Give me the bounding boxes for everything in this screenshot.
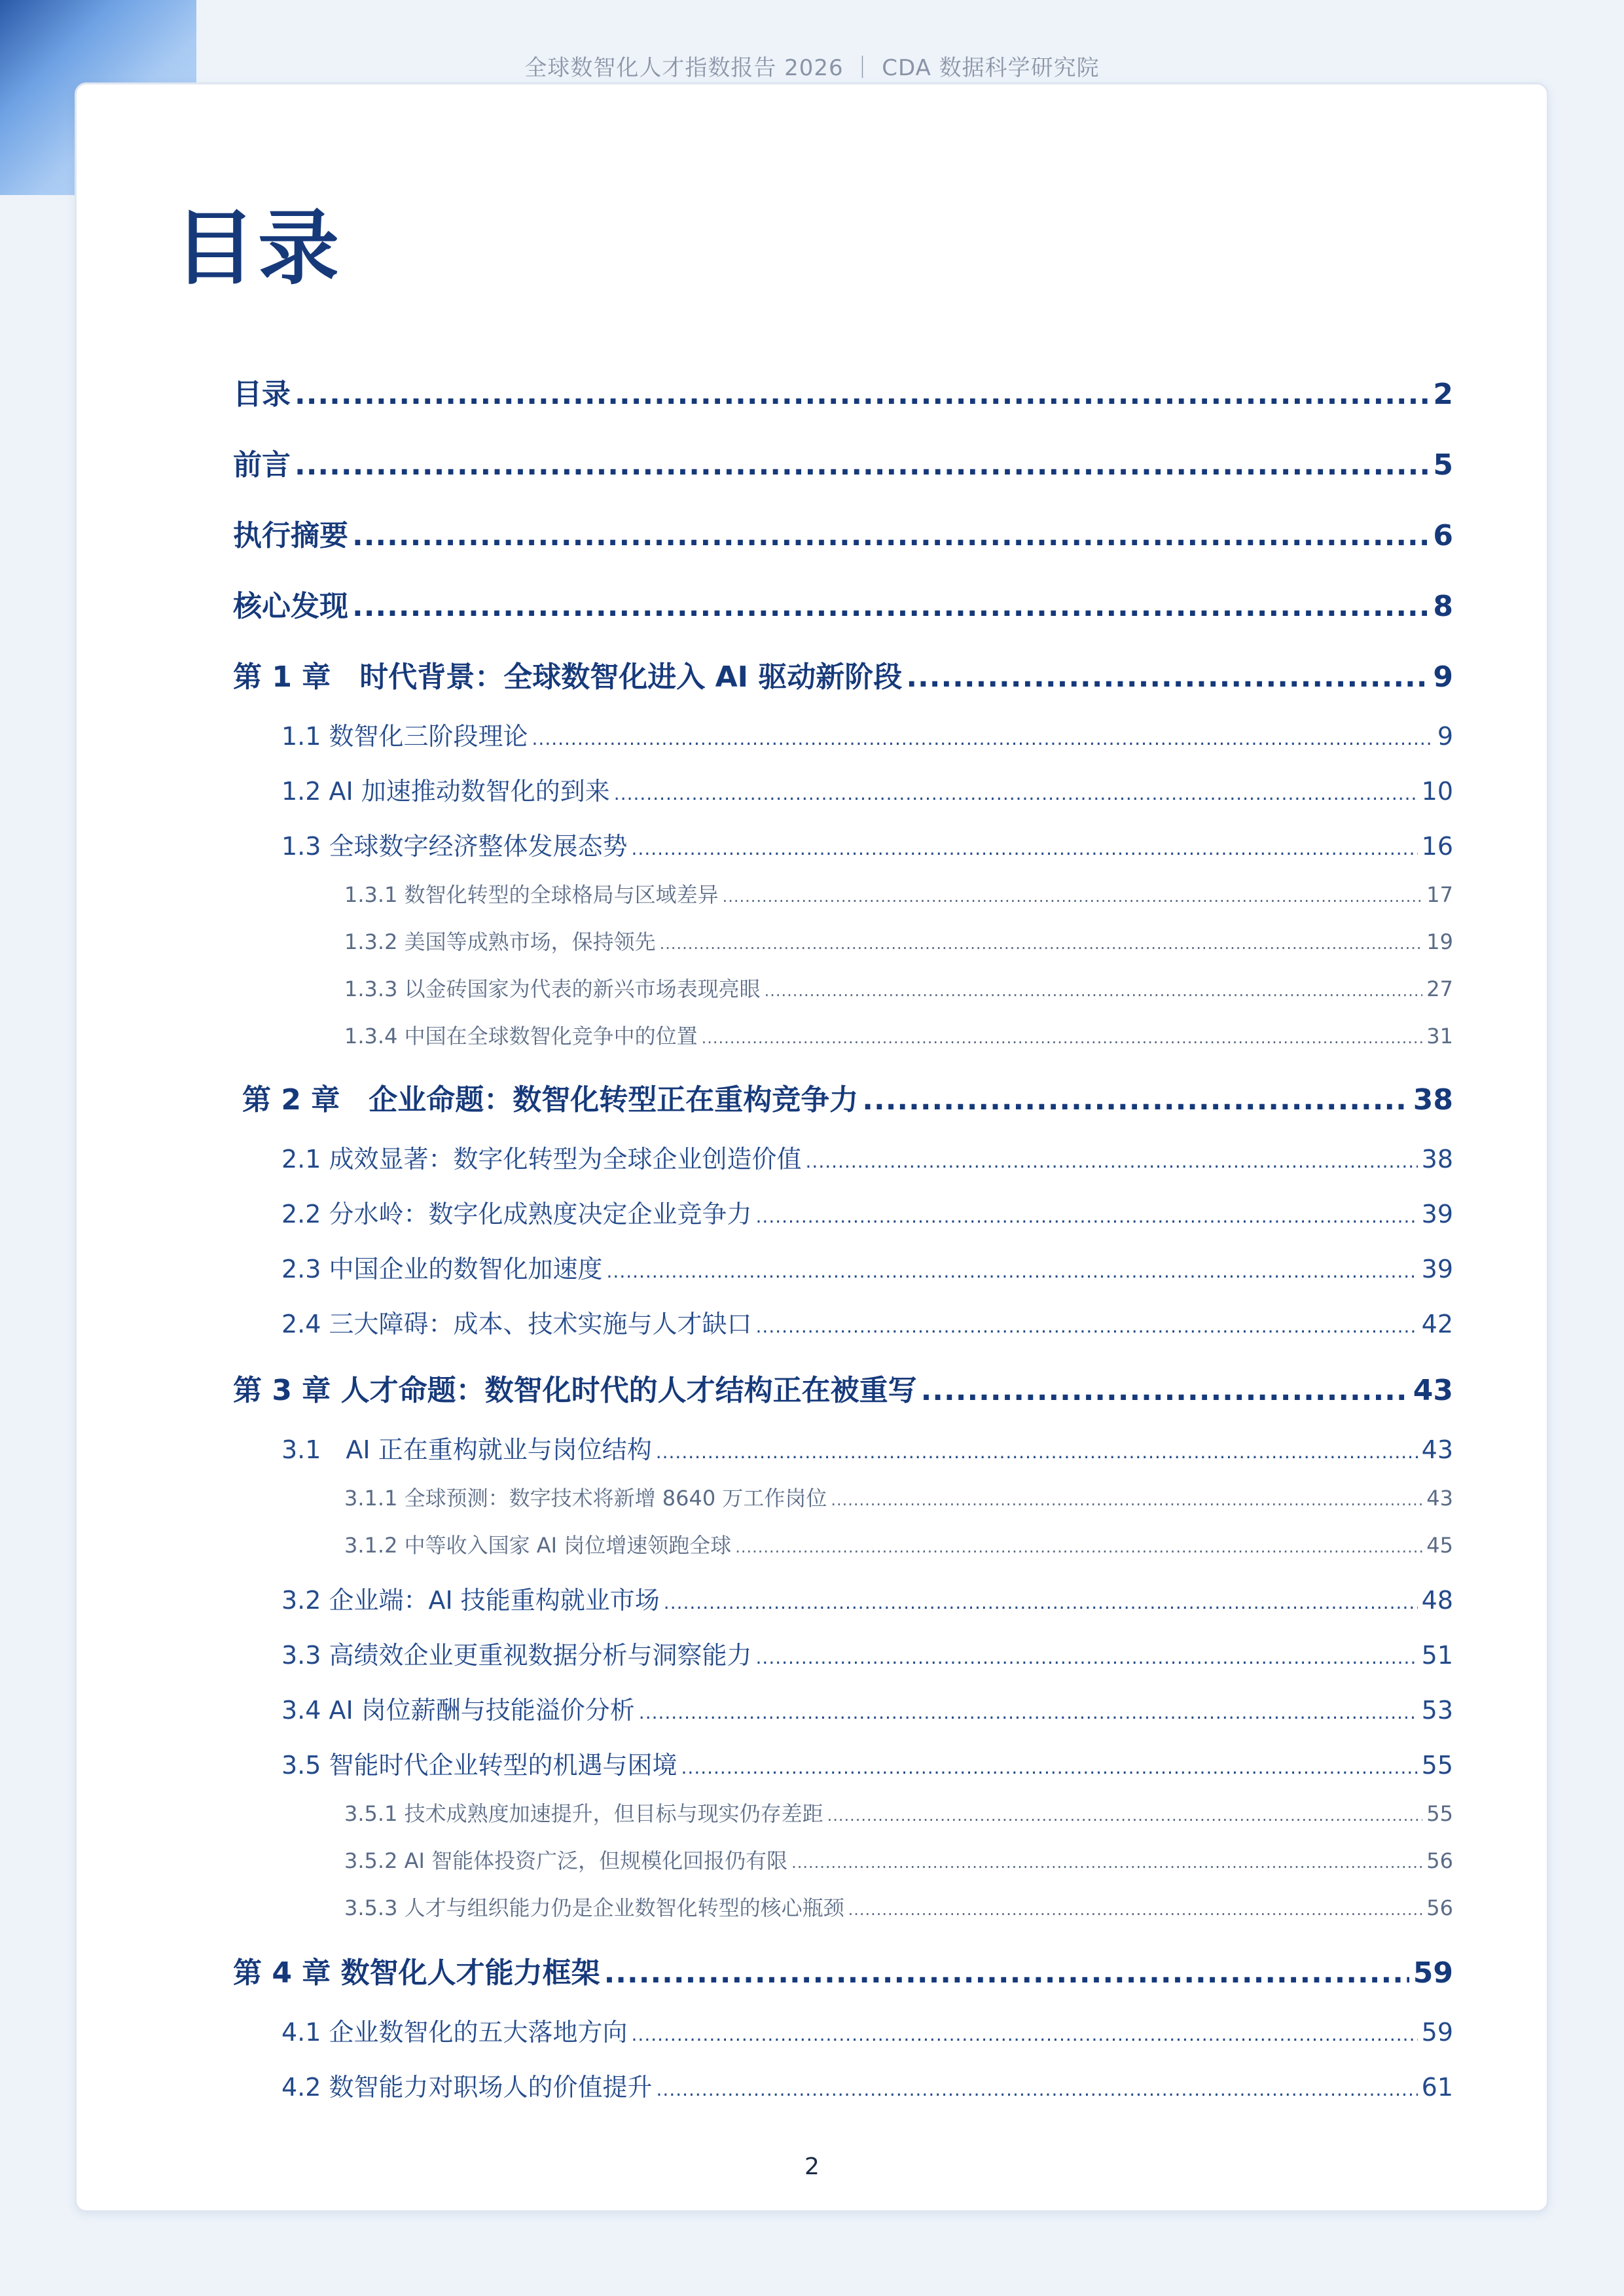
toc-entry-page: 59	[1413, 1956, 1453, 1990]
dot-leader	[756, 1647, 1418, 1668]
toc-entry-label: 4.2 数智能力对职场人的价值提升	[281, 2073, 653, 2102]
toc-entry-page: 38	[1413, 1083, 1453, 1117]
toc-entry-label: 1.3.1 数智化转型的全球格局与区域差异	[344, 882, 719, 907]
page-title: 目录	[174, 202, 342, 296]
toc-entry-2-3[interactable]	[281, 1249, 1453, 1285]
toc-entry-page: 38	[1421, 1145, 1453, 1174]
toc-entry-3-4[interactable]	[281, 1690, 1453, 1726]
dot-leader	[656, 1441, 1418, 1463]
toc-entry-label: 1.3.4 中国在全球数智化竞争中的位置	[344, 1024, 698, 1049]
toc-entry-preface[interactable]	[233, 441, 1453, 483]
toc-entry-label: 3.5.2 AI 智能体投资广泛，但规模化回报仍有限	[344, 1848, 788, 1873]
dot-leader	[756, 1206, 1418, 1227]
toc-entry-2-2[interactable]	[281, 1194, 1453, 1230]
toc-entry-label: 3.4 AI 岗位薪酬与技能溢价分析	[281, 1696, 635, 1725]
toc-entry-label: 2.3 中国企业的数智化加速度	[281, 1255, 603, 1283]
toc-entry-page: 56	[1426, 1895, 1453, 1920]
toc-entry-1-3-3[interactable]	[344, 973, 1453, 1003]
toc-entry-label: 第 4 章 数智化人才能力框架	[233, 1956, 600, 1990]
dot-leader	[632, 2024, 1418, 2045]
toc-entry-page: 8	[1433, 590, 1453, 623]
dot-leader	[607, 1261, 1418, 1282]
running-header: 全球数智化人才指数报告 2026 ｜ CDA 数据科学研究院	[524, 55, 1100, 81]
toc-entry-chapter-2[interactable]	[242, 1076, 1453, 1118]
toc-entry-page: 56	[1426, 1848, 1453, 1873]
toc-entry-label: 执行摘要	[233, 519, 348, 552]
toc-entry-label: 1.2 AI 加速推动数智化的到来	[281, 777, 610, 806]
toc-entry-label: 3.3 高绩效企业更重视数据分析与洞察能力	[281, 1641, 752, 1670]
toc-entry-label: 2.1 成效显著：数字化转型为全球企业创造价值	[281, 1145, 802, 1174]
toc-entry-1-2[interactable]	[281, 771, 1453, 807]
dot-leader	[352, 590, 1429, 623]
dot-leader	[827, 1806, 1423, 1825]
toc-entry-page: 19	[1426, 929, 1453, 954]
toc-entry-contents[interactable]	[233, 370, 1453, 412]
page-number: 2	[804, 2153, 820, 2180]
toc-entry-label: 3.1.2 中等收入国家 AI 岗位增速领跑全球	[344, 1533, 732, 1558]
dot-leader	[702, 1029, 1423, 1047]
toc-entry-page: 42	[1421, 1310, 1453, 1338]
toc-entry-chapter-3[interactable]	[233, 1367, 1453, 1408]
dot-leader	[604, 1956, 1409, 1990]
toc-entry-executive-summary[interactable]	[233, 512, 1453, 554]
toc-entry-label: 目录	[233, 378, 291, 411]
toc-entry-page: 48	[1421, 1586, 1453, 1615]
dot-leader	[660, 935, 1423, 953]
toc-entry-label: 4.1 企业数智化的五大落地方向	[281, 2018, 628, 2047]
toc-entry-page: 9	[1437, 722, 1453, 751]
toc-entry-page: 43	[1426, 1486, 1453, 1511]
toc-entry-2-1[interactable]	[281, 1139, 1453, 1175]
toc-entry-page: 17	[1426, 882, 1453, 907]
dot-leader	[664, 1592, 1418, 1613]
toc-entry-3-5[interactable]	[281, 1745, 1453, 1781]
toc-entry-page: 39	[1421, 1255, 1453, 1283]
dot-leader	[614, 783, 1418, 804]
toc-entry-3-1-1[interactable]	[344, 1482, 1453, 1512]
dot-leader	[921, 1374, 1409, 1407]
dot-leader	[756, 1316, 1418, 1337]
toc-entry-page: 5	[1433, 448, 1453, 482]
dot-leader	[862, 1083, 1409, 1117]
toc-entry-1-3-4[interactable]	[344, 1020, 1453, 1050]
toc-entry-label: 3.5.1 技术成熟度加速提升，但目标与现实仍存差距	[344, 1801, 823, 1826]
toc-entry-page: 6	[1433, 519, 1453, 552]
toc-entry-label: 3.5 智能时代企业转型的机遇与困境	[281, 1751, 677, 1780]
dot-leader	[639, 1702, 1418, 1723]
toc-entry-label: 第 3 章 人才命题：数智化时代的人才结构正在被重写	[233, 1374, 917, 1407]
dot-leader	[831, 1491, 1422, 1509]
toc-entry-label: 核心发现	[233, 590, 348, 623]
toc-entry-1-1[interactable]	[281, 716, 1453, 752]
toc-entry-label: 1.3.3 以金砖国家为代表的新兴市场表现亮眼	[344, 977, 761, 1001]
toc-entry-3-5-2[interactable]	[344, 1844, 1453, 1874]
dot-leader	[906, 660, 1429, 694]
toc-entry-chapter-4[interactable]	[233, 1949, 1453, 1991]
toc-entry-page: 39	[1421, 1200, 1453, 1229]
dot-leader	[765, 982, 1423, 1000]
toc-entry-page: 16	[1421, 832, 1453, 861]
toc-entry-3-3[interactable]	[281, 1635, 1453, 1671]
toc-entry-label: 1.3.2 美国等成熟市场，保持领先	[344, 929, 656, 954]
dot-leader	[352, 519, 1429, 552]
toc-entry-page: 59	[1421, 2018, 1453, 2047]
dot-leader	[791, 1854, 1422, 1872]
toc-entry-3-2[interactable]	[281, 1580, 1453, 1616]
toc-entry-page: 2	[1433, 378, 1453, 411]
toc-entry-label: 2.4 三大障碍：成本、技术实施与人才缺口	[281, 1310, 752, 1338]
toc-entry-key-findings[interactable]	[233, 583, 1453, 624]
dot-leader	[723, 888, 1423, 906]
toc-entry-1-3[interactable]	[281, 826, 1453, 862]
toc-entry-page: 53	[1421, 1696, 1453, 1725]
toc-entry-page: 55	[1426, 1801, 1453, 1826]
toc-entry-page: 43	[1413, 1374, 1453, 1407]
toc-entry-3-5-1[interactable]	[344, 1797, 1453, 1827]
dot-leader	[848, 1901, 1423, 1919]
dot-leader	[295, 448, 1429, 482]
dot-leader	[735, 1538, 1422, 1556]
toc-entry-label: 2.2 分水岭：数字化成熟度决定企业竞争力	[281, 1200, 752, 1229]
toc-entry-2-4[interactable]	[281, 1304, 1453, 1340]
dot-leader	[681, 1757, 1418, 1778]
toc-entry-label: 3.2 企业端：AI 技能重构就业市场	[281, 1586, 660, 1615]
dot-leader	[806, 1151, 1418, 1172]
toc-entry-chapter-1[interactable]	[233, 653, 1453, 695]
toc-entry-page: 31	[1426, 1024, 1453, 1049]
toc-entry-label: 第 1 章 时代背景：全球数智化进入 AI 驱动新阶段	[233, 660, 903, 694]
toc-entry-page: 61	[1421, 2073, 1453, 2102]
toc-entry-3-1-2[interactable]	[344, 1529, 1453, 1559]
toc-entry-4-1[interactable]	[281, 2012, 1453, 2048]
toc-entry-page: 9	[1433, 660, 1453, 694]
toc-entry-label: 第 2 章 企业命题：数智化转型正在重构竞争力	[242, 1083, 859, 1117]
dot-leader	[632, 838, 1418, 859]
toc-entry-1-3-2[interactable]	[344, 925, 1453, 956]
toc-entry-4-2[interactable]	[281, 2067, 1453, 2103]
toc-entry-label: 3.5.3 人才与组织能力仍是企业数智化转型的核心瓶颈	[344, 1895, 844, 1920]
toc-entry-page: 27	[1426, 977, 1453, 1001]
dot-leader	[657, 2079, 1418, 2100]
toc-entry-page: 51	[1421, 1641, 1453, 1670]
toc-entry-3-1[interactable]	[281, 1429, 1453, 1465]
toc-entry-page: 10	[1421, 777, 1453, 806]
dot-leader	[532, 728, 1434, 749]
dot-leader	[295, 378, 1429, 411]
toc-entry-label: 3.1.1 全球预测：数字技术将新增 8640 万工作岗位	[344, 1486, 827, 1511]
toc-entry-3-5-3[interactable]	[344, 1892, 1453, 1922]
toc-entry-page: 43	[1421, 1435, 1453, 1464]
toc-entry-label: 1.1 数智化三阶段理论	[281, 722, 528, 751]
toc-entry-1-3-1[interactable]	[344, 878, 1453, 908]
toc-entry-page: 45	[1426, 1533, 1453, 1558]
toc-entry-label: 1.3 全球数字经济整体发展态势	[281, 832, 628, 861]
toc-entry-label: 3.1 AI 正在重构就业与岗位结构	[281, 1435, 652, 1464]
toc-entry-label: 前言	[233, 448, 291, 482]
toc-entry-page: 55	[1421, 1751, 1453, 1780]
